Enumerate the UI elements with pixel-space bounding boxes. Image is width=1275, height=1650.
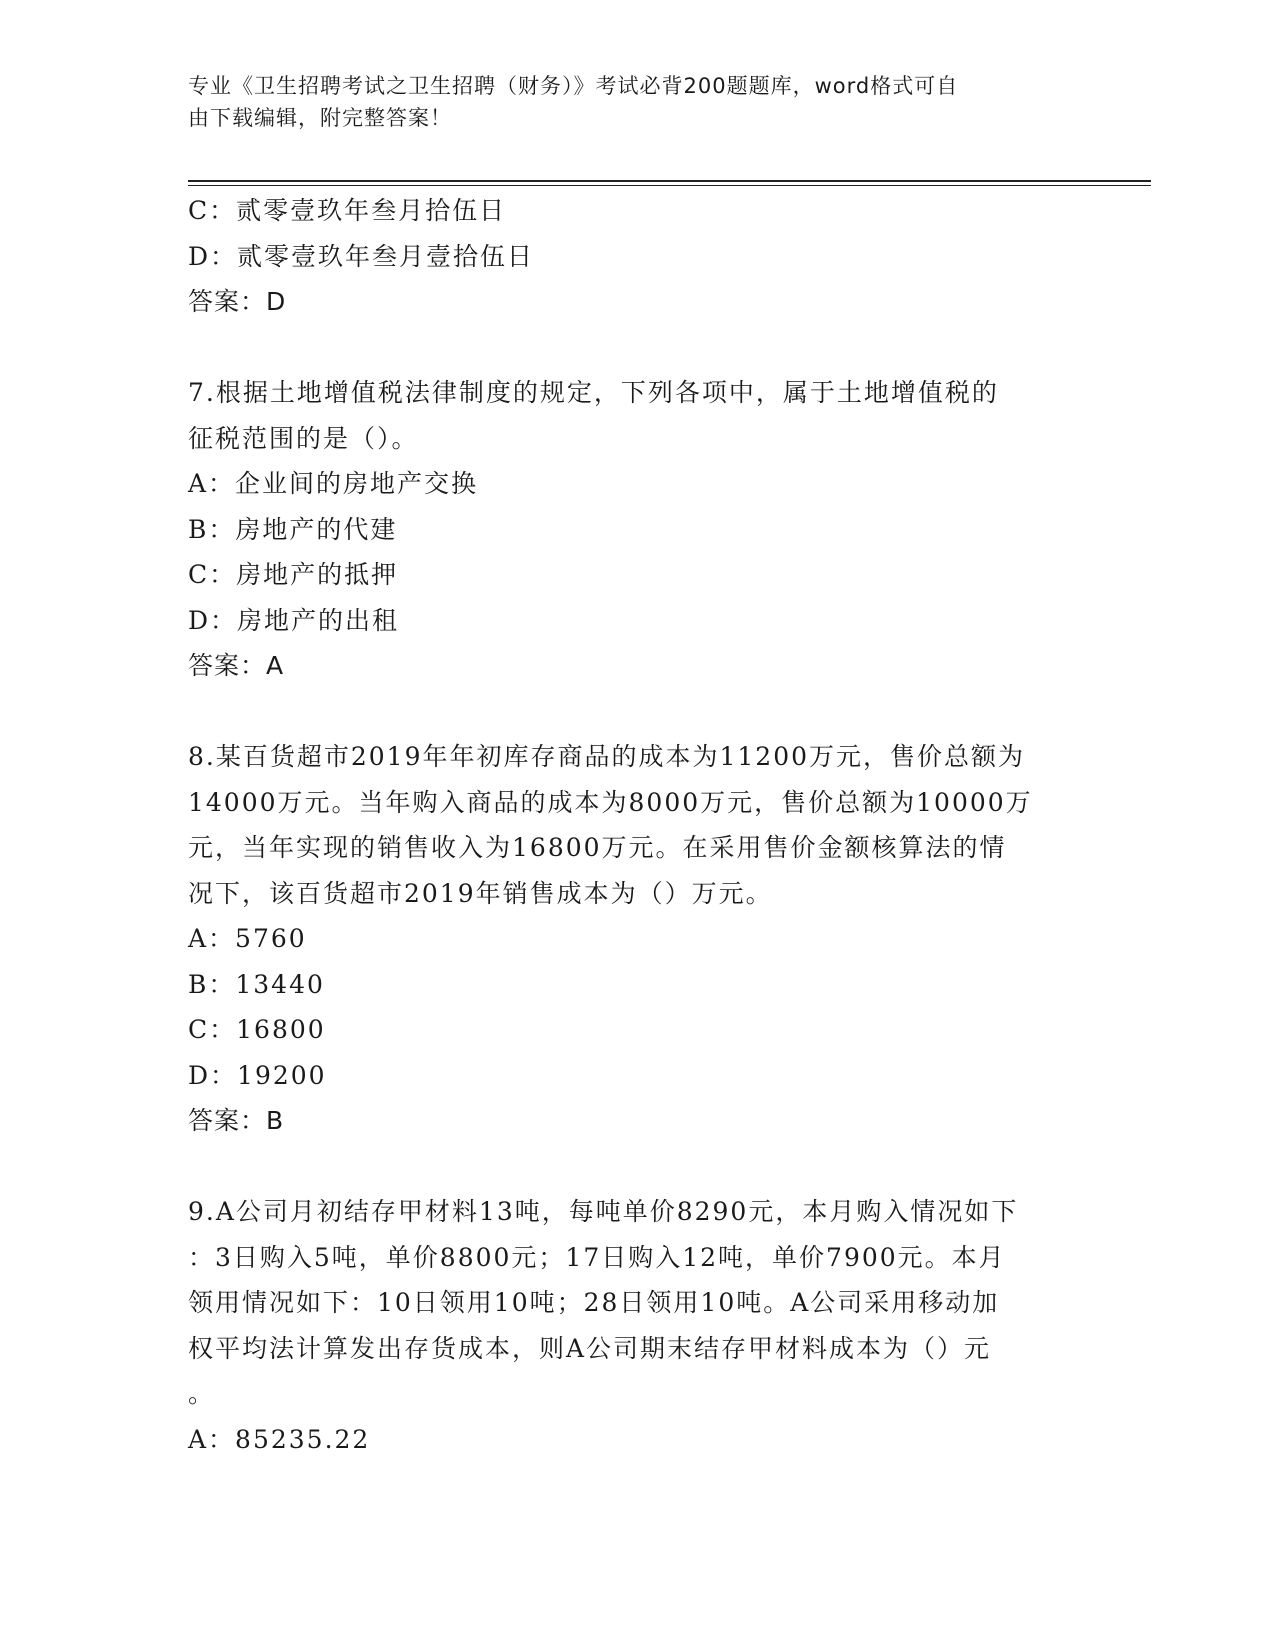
- question-stem-line: 元，当年实现的销售收入为16800万元。在采用售价金额核算法的情: [188, 833, 1007, 862]
- question-stem-line: 征税范围的是（）。: [188, 423, 419, 453]
- option-d: D：贰零壹玖年叁月壹拾伍日: [188, 241, 535, 271]
- question-7: [188, 370, 1088, 689]
- option-a: A：企业间的房地产交换: [188, 469, 479, 498]
- question-stem-line: 14000万元。当年购入商品的成本为8000万元，售价总额为10000万: [188, 787, 1033, 817]
- option-d: D：19200: [188, 1060, 327, 1090]
- option-b: B：房地产的代建: [188, 514, 398, 544]
- option-a: A：5760: [188, 924, 307, 953]
- question-stem-line: 9.A公司月初结存甲材料13吨，每吨单价8290元，本月购入情况如下: [188, 1197, 1019, 1226]
- document-content: [188, 188, 1088, 1462]
- spacer: [188, 689, 1088, 735]
- spacer: [188, 325, 1088, 371]
- option-b: B：13440: [188, 969, 325, 999]
- spacer: [188, 1144, 1088, 1190]
- option-c: C：16800: [188, 1015, 326, 1044]
- answer-line: 答案：A: [188, 651, 285, 680]
- question-stem-line: 权平均法计算发出存货成本，则A公司期末结存甲材料成本为（）元: [188, 1333, 992, 1363]
- option-c: C：房地产的抵押: [188, 560, 399, 589]
- answer-line: 答案：B: [188, 1106, 285, 1135]
- header-line-1: 专业《卫生招聘考试之卫生招聘（财务）》考试必背200题题库，word格式可自: [188, 74, 959, 98]
- question-stem-line: 领用情况如下：10日领用10吨；28日领用10吨。A公司采用移动加: [188, 1288, 1000, 1317]
- question-8: [188, 734, 1088, 1144]
- question-9: [188, 1189, 1088, 1462]
- option-d: D：房地产的出租: [188, 605, 400, 635]
- question-stem-line: 8.某百货超市2019年年初库存商品的成本为11200万元，售价总额为: [188, 742, 1026, 771]
- question-stem-line: ：3日购入5吨，单价8800元；17日购入12吨，单价7900元。本月: [188, 1242, 1006, 1272]
- question-stem-line: 7.根据土地增值税法律制度的规定，下列各项中，属于土地增值税的: [188, 378, 999, 407]
- header-rule-thin: [188, 185, 1151, 186]
- header-line-2: 由下载编辑，附完整答案！: [188, 106, 452, 130]
- question-stem-line: 。: [188, 1379, 216, 1408]
- answer-line: 答案：D: [188, 287, 287, 316]
- header-rule-thick: [188, 180, 1151, 182]
- page-header: [188, 70, 1078, 134]
- option-a: A：85235.22: [188, 1424, 371, 1454]
- option-c: C：贰零壹玖年叁月拾伍日: [188, 196, 507, 225]
- question-6: [188, 188, 1088, 325]
- question-stem-line: 况下，该百货超市2019年销售成本为（）万元。: [188, 878, 773, 908]
